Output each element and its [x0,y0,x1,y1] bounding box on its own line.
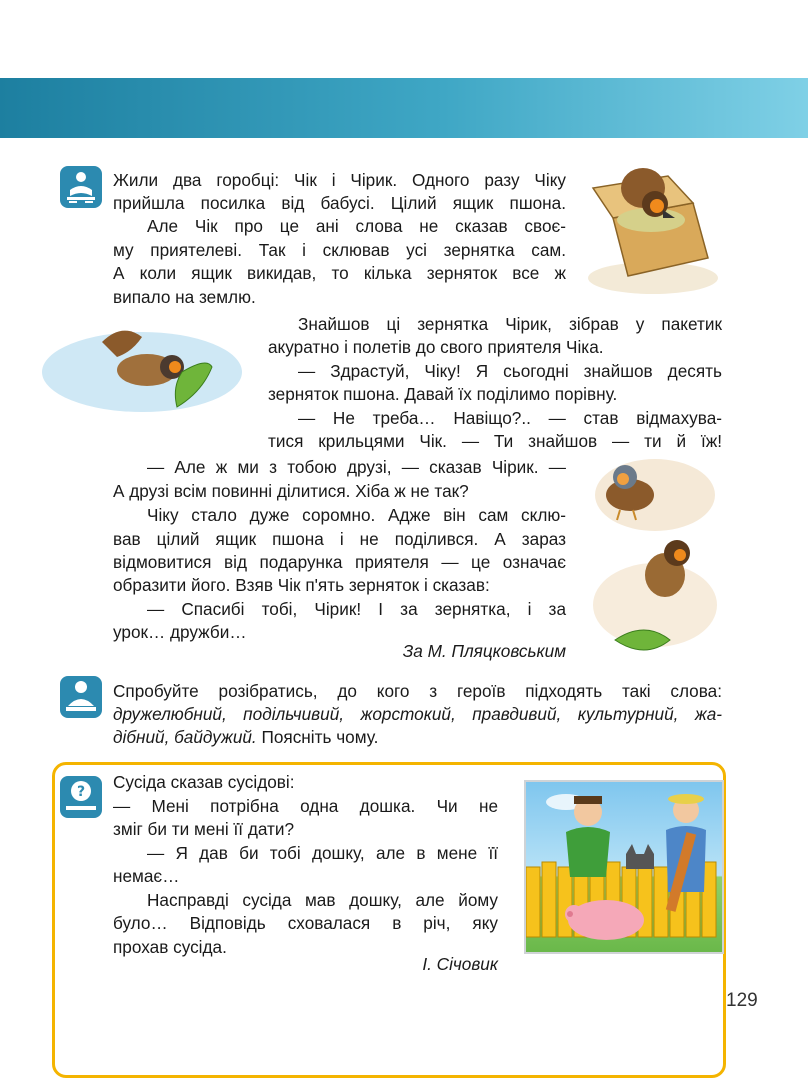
riddle-line-8: прохав сусіда. [113,937,227,957]
task-line-3-italic: дібний, байдужий. [113,727,257,747]
two-sparrows-illustration [585,455,720,665]
riddle-line-1: Сусіда сказав сусідові: [113,772,295,792]
story-line-9: — Здрастуй, Чіку! Я сьогодні знайшов десять [298,361,722,381]
story-line-20: урок… дружби… [113,622,247,642]
riddle-icon [60,776,102,818]
sparrow-box-illustration [583,148,723,298]
story-line-1: Жили два горобці: Чік і Чірик. Одного разу Чіку [113,170,566,190]
header-band [0,78,808,138]
riddle-line-2: — Мені потрібна одна дошка. Чи не [113,796,498,816]
story-line-7: Знайшов ці зернятка Чірик, зібрав у пакетик [298,314,722,334]
story-line-5: А коли ящик викидав, то кілька зерняток все ж [113,263,566,283]
story-line-12: тися крильцями Чік. — Ти знайшов — ти й їж! [268,431,722,451]
story-line-2: прийшла посилка від бабусі. Цілий ящик пшона. [113,193,566,213]
story-line-6: випало на землю. [113,287,256,307]
discussion-icon [60,676,102,718]
task-line-3 [113,726,722,749]
riddle-line-6: Насправді сусіда мав дошку, але йому [147,890,498,910]
page-number: 129 [726,990,758,1011]
neighbors-cartoon [524,780,724,954]
task-line-1: Спробуйте розібратись, до кого з героїв підходять такі слова: [113,681,722,701]
flying-sparrow-illustration [42,312,252,427]
story-line-19: — Спасибі тобі, Чірик! І за зернятка, і за [147,599,566,619]
story-line-15: Чіку стало дуже соромно. Адже він сам склю- [147,505,566,525]
story-source: За М. Пляцковським [402,641,566,661]
story-line-3: Але Чік про це ані слова не сказав своє- [147,216,566,236]
task-line-3-rest: Поясніть чому. [256,727,379,747]
svg-text:?: ? [76,784,86,800]
story-line-17: відмовитися від подарунка приятеля — це означає [113,552,566,572]
story-line-4: му приятелеві. Так і склював усі зернятка сам. [113,240,566,260]
story-line-18: образити його. Взяв Чік п'ять зерняток і сказав: [113,575,490,595]
story-line-11: — Не треба… Навіщо?.. — став відмахува- [298,408,722,428]
riddle-source: І. Січовик [422,954,498,974]
riddle-line-5: немає… [113,866,180,886]
reading-icon [60,166,102,208]
story-line-16: вав цілий ящик пшона і не поділився. А зараз [113,529,566,549]
riddle-line-4: — Я дав би тобі дошку, але в мене її [147,843,498,863]
riddle-line-3: зміг би ти мені її дати? [113,819,295,839]
riddle-line-7: було… Відповідь сховалася в річ, яку [113,913,498,933]
story-line-13: — Але ж ми з тобою друзі, — сказав Чірик. — [147,457,566,477]
story-line-8: акуратно і полетів до свого приятеля Чіка. [268,337,604,357]
story-line-10: зерняток пшона. Давай їх поділимо порівну. [268,384,618,404]
story-line-14: А друзі всім повинні ділитися. Хіба ж не так? [113,481,469,501]
task-line-2: дружелюбний, подільчивий, жорстокий, правдивий, культурний, жа- [113,704,722,724]
